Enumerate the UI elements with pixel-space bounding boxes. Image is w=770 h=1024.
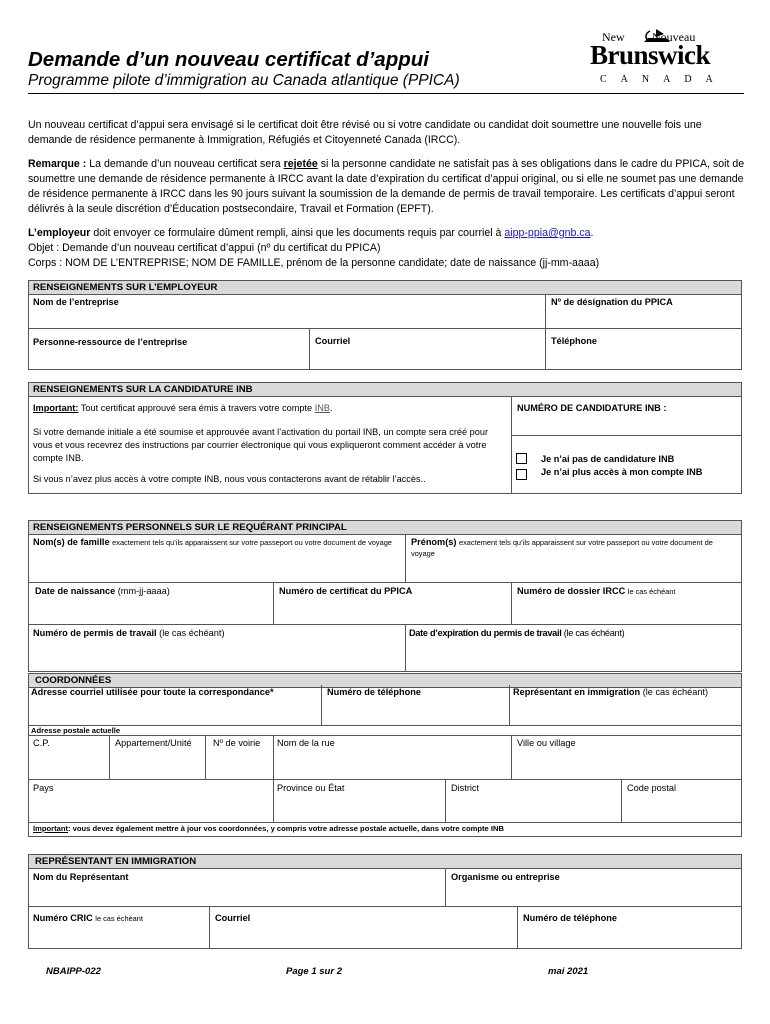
objet-line: Objet : Demande d’un nouveau certificat d’appui (nº du certificat du PPICA) — [28, 242, 381, 254]
po-box-field[interactable]: C.P. — [33, 738, 50, 748]
street-number-field[interactable]: Nº de voirie — [213, 738, 261, 748]
rep-phone-field[interactable]: Numéro de téléphone — [523, 913, 617, 923]
remarque-rejetee: rejetée — [283, 158, 318, 170]
province-field[interactable]: Province ou État — [277, 783, 345, 793]
inb-link[interactable]: INB — [314, 403, 331, 413]
corps-line: Corps : NOM DE L’ENTREPRISE; NOM DE FAMILLE, prénom de la personne candidate; date de naissance (jj-mm-aaaa) — [28, 257, 600, 269]
logo-canada: CANADA — [600, 74, 727, 85]
address-label: Adresse postale actuelle — [31, 726, 121, 735]
inb-header: RENSEIGNEMENTS SUR LA CANDIDATURE INB — [29, 383, 741, 397]
gnb-logo — [590, 28, 740, 88]
rep-section — [28, 854, 742, 949]
company-name-label: Nom de l’entreprise — [33, 297, 119, 307]
personal-header: RENSEIGNEMENTS PERSONNELS SUR LE REQUÉRANT PRINCIPAL — [29, 521, 741, 535]
city-field[interactable]: Ville ou village — [517, 738, 576, 748]
postal-code-field[interactable]: Code postal — [627, 783, 677, 793]
work-permit-expiry-field[interactable]: Date d’expiration du permis de travail (le cas échéant) — [409, 628, 625, 638]
rep-email-field[interactable]: Courriel — [215, 913, 251, 923]
inb-paragraph-2: Si vous n’avez plus accès à votre compte INB, nous vous contacterons avant de rétablir l’accès.. — [33, 474, 426, 484]
employer-section — [28, 280, 742, 370]
rep-org-field[interactable]: Organisme ou entreprise — [451, 872, 560, 882]
employer-instructions: L’employeur doit envoyer ce formulaire dûment rempli, ainsi que les documents requis par courriel à aipp-ppia@gnb.ca. Objet : Demande d’un nouveau certificat d’appui (nº du certificat du PPICA) Corps : NOM DE L’ENTREPRISE; NOM DE FAMILLE, prénom de la personne candidate; date de naissance (jj-mm-aaaa) — [28, 226, 746, 271]
contact-section — [28, 673, 742, 837]
work-permit-field[interactable]: Numéro de permis de travail (le cas échéant) — [33, 628, 225, 638]
dob-field[interactable]: Date de naissance (mm-jj-aaaa) — [35, 586, 170, 596]
rep-header: REPRÉSENTANT EN IMMIGRATION — [29, 855, 741, 869]
employer-phone-label: Téléphone — [551, 336, 597, 346]
contact-header: COORDONNÉES — [29, 674, 741, 688]
form-date: mai 2021 — [548, 966, 589, 977]
employer-email-label: Courriel — [315, 336, 351, 346]
page-number: Page 1 sur 2 — [286, 966, 342, 977]
district-field[interactable]: District — [451, 783, 480, 793]
no-access-checkbox[interactable] — [516, 469, 527, 480]
address-update-note: Important: vous devez également mettre à jour vos coordonnées, y compris votre adresse postale actuelle, dans votre compte INB — [33, 824, 504, 833]
title-rule — [28, 93, 744, 94]
no-access-label: Je n’ai plus accès à mon compte INB — [541, 467, 703, 477]
cric-number-field[interactable]: Numéro CRIC le cas échéant — [33, 913, 143, 923]
email-link[interactable]: aipp-ppia@gnb.ca — [504, 227, 591, 239]
given-name-field[interactable]: Prénom(s) exactement tels qu’ils apparaissent sur votre passeport ou votre document de voyage — [411, 537, 713, 558]
contact-phone-field[interactable]: Numéro de téléphone — [327, 687, 421, 697]
personal-section — [28, 520, 742, 672]
employer-header: RENSEIGNEMENTS SUR L’EMPLOYEUR — [29, 281, 741, 295]
inb-number-label: NUMÉRO DE CANDIDATURE INB : — [517, 403, 667, 413]
no-inb-label: Je n’ai pas de candidature INB — [541, 454, 675, 464]
apartment-field[interactable]: Appartement/Unité — [115, 738, 192, 748]
form-title: Demande d’un nouveau certificat d’appui — [28, 48, 429, 71]
logo-brunswick: Brunswick — [590, 40, 711, 70]
correspondence-email-field[interactable]: Adresse courriel utilisée pour toute la correspondance* — [31, 687, 274, 697]
inb-paragraph-1: Si votre demande initiale a été soumise et approuvée avant l’activation du portail INB, un compte sera créé pour vous et vous recevrez des instructions par courrier électronique qui vous expliqueront comment accéder à votre compte INB. — [33, 427, 489, 463]
logo-new: New — [602, 30, 625, 44]
remarque-paragraph — [28, 157, 746, 217]
ircc-file-field[interactable]: Numéro de dossier IRCC le cas échéant — [517, 586, 676, 596]
employer-label: L’employeur — [28, 227, 91, 239]
ppica-number-label: Nº de désignation du PPICA — [551, 297, 673, 307]
remarque-label: Remarque : — [28, 158, 87, 170]
logo-nouveau: Nouveau — [652, 30, 696, 44]
intro-paragraph: Un nouveau certificat d’appui sera envisagé si le certificat doit être révisé ou si votre candidate ou candidat doit soumettre une nouvelle fois une demande de résidence permanente à Immigration, Réfugiés et Citoyenneté Canada (IRCC). — [28, 119, 702, 146]
form-code: NBAIPP-022 — [46, 966, 101, 977]
no-inb-checkbox[interactable] — [516, 453, 527, 464]
rep-field[interactable]: Représentant en immigration (le cas échéant) — [513, 687, 709, 697]
inb-important: Important: Tout certificat approuvé sera émis à travers votre compte INB. — [33, 403, 333, 413]
contact-person-label: Personne-ressource de l’entreprise — [33, 337, 188, 347]
rep-name-field[interactable]: Nom du Représentant — [33, 872, 129, 882]
form-subtitle: Programme pilote d’immigration au Canada atlantique (PPICA) — [28, 72, 460, 89]
country-field[interactable]: Pays — [33, 783, 54, 793]
inb-section — [28, 382, 742, 494]
remarque-text-b: si la personne candidate ne satisfait pas à ses obligations dans le cadre du PPICA, soit de soumettre une demande de résidence permanente à IRCC avant la date d’expiration du certificat d’appui original, ou si elle ne soumet pas une demande de résidence permanente à IRCC dans les 90 jours suivant la soumission de la demande de permis de travail temporaire. Les certificats d’appui seront délivrés à la seule discrétion d’Éducation postsecondaire, Travail et Formation (EPFT). — [28, 158, 745, 215]
surname-field[interactable]: Nom(s) de famille exactement tels qu’ils apparaissent sur votre passeport ou votre document de voyage — [33, 537, 392, 547]
remarque-text-a: La demande d’un nouveau certificat sera — [89, 158, 281, 170]
street-name-field[interactable]: Nom de la rue — [277, 738, 335, 748]
employer-text: doit envoyer ce formulaire dûment rempli, ainsi que les documents requis par courriel à — [93, 227, 502, 239]
ppica-cert-field[interactable]: Numéro de certificat du PPICA — [279, 586, 413, 596]
